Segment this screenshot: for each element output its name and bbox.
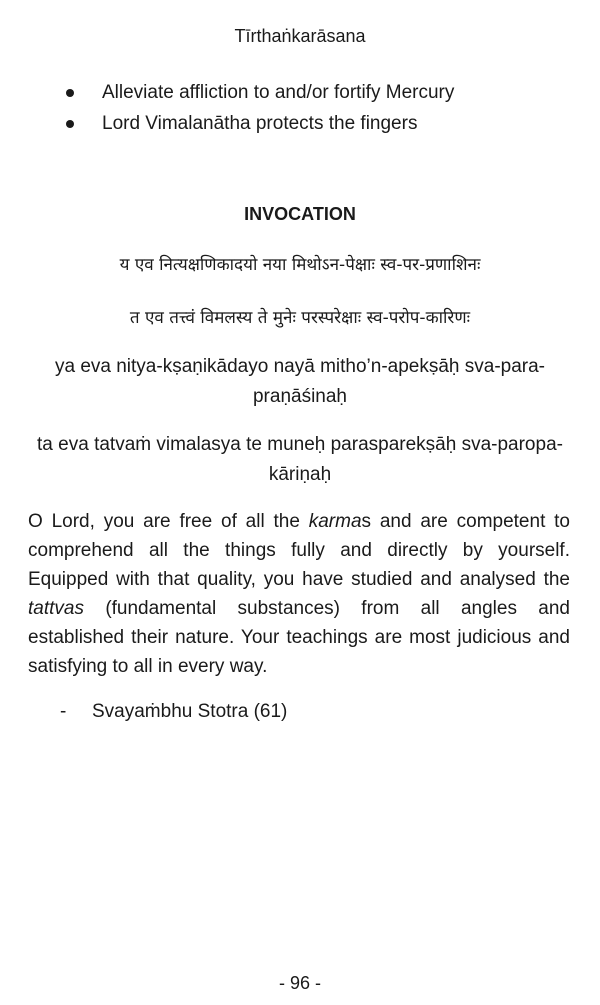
transliteration-verse — [30, 352, 570, 412]
translation-paragraph — [28, 507, 570, 681]
transliteration-line: ya eva nitya-kṣaṇikādayo nayā mitho’n-apekṣāḥ sva-para- — [54, 356, 546, 377]
bullet-icon — [66, 89, 74, 97]
paragraph-text: O Lord, you are free of all the — [28, 511, 309, 532]
running-header: Tīrthaṅkarāsana — [234, 26, 366, 46]
devanagari-verse-line: त एव तत्त्वं विमलस्य ते मुनेः परस्परेक्षाः स्व-परोप-कारिणः — [129, 308, 471, 328]
list-item — [64, 78, 570, 109]
page-number: - 96 - — [278, 973, 321, 993]
italic-term: karma — [308, 511, 362, 532]
list-item-text: Lord Vimalanātha protects the fingers — [102, 113, 418, 134]
bullet-list — [64, 78, 570, 140]
attribution-dash: - — [60, 701, 67, 722]
paragraph-text: (fundamental substances) from all angles and established their nature. Your teachings are most judicious and satisfying to all in every way. — [28, 598, 570, 677]
transliteration-line: ta eva tatvaṁ vimalasya te muneḥ parasparekṣāḥ sva-paropa- — [37, 434, 563, 455]
transliteration-line: praṇāśinaḥ — [252, 386, 348, 407]
italic-term: tattvas — [28, 598, 84, 619]
list-item-text: Alleviate affliction to and/or fortify Mercury — [102, 82, 455, 103]
transliteration-verse — [30, 430, 570, 490]
attribution-source: Svayaṁbhu Stotra (61) — [92, 701, 288, 722]
transliteration-line: kāriṇaḥ — [268, 464, 332, 485]
paragraph-text: s and are competent to comprehend all the things fully and directly by yourself. Equipped with that quality, you have studied and analysed the — [28, 511, 571, 590]
attribution — [60, 701, 287, 723]
devanagari-verse-line: य एव नित्यक्षणिकादयो नया मिथोऽन-पेक्षाः स्व-पर-प्रणाशिनः — [119, 255, 481, 275]
section-heading: INVOCATION — [244, 204, 356, 224]
bullet-icon — [66, 120, 74, 128]
list-item — [64, 109, 570, 140]
